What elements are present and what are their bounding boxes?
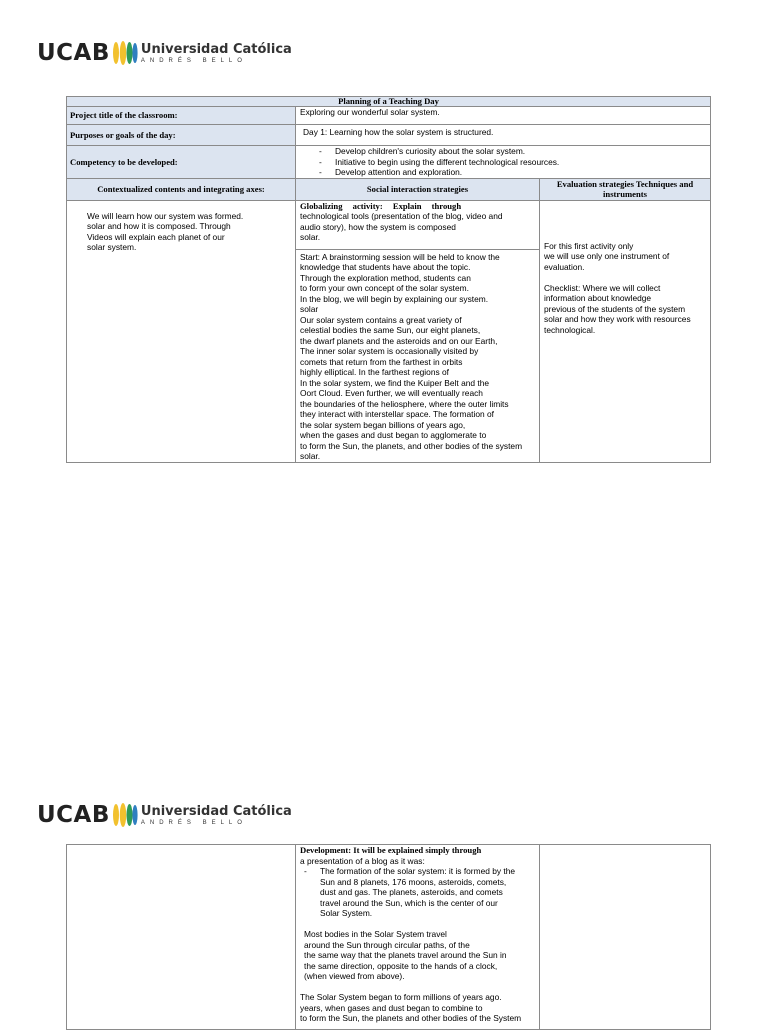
development-cell xyxy=(296,845,540,1030)
paragraph-line: (when viewed from above). xyxy=(304,971,405,981)
contents-header: Contextualized contents and integrating axes: xyxy=(67,178,296,200)
project-title-label: Project title of the classroom: xyxy=(67,107,296,125)
evaluation-line: previous of the students of the system xyxy=(544,303,686,314)
paragraph-line: around the Sun through circular paths, of the xyxy=(304,939,470,950)
evaluation-line: we will use only one instrument of xyxy=(544,251,670,261)
evaluation-line: technological. xyxy=(544,324,596,335)
paragraph-line: years, when gases and dust began to combine to xyxy=(300,1002,483,1013)
evaluation-line: For this first activity only xyxy=(544,240,634,251)
development-bullet xyxy=(300,866,536,919)
contents-line: solar system. xyxy=(87,242,137,252)
logo-wordmark: UCAB xyxy=(37,802,110,828)
paragraph-formation xyxy=(300,992,536,1024)
purposes-label: Purposes or goals of the day: xyxy=(67,125,296,146)
bullet-line: travel around the Sun, which is the center of our xyxy=(320,897,498,908)
start-line: Through the exploration method, students can xyxy=(300,272,471,283)
contents-line: Videos will explain each planet of our xyxy=(87,231,225,242)
evaluation-line: information about knowledge xyxy=(544,293,652,303)
project-title-value: Exploring our wonderful solar system. xyxy=(296,107,711,125)
bullet-line: Sun and 8 planets, 176 moons, asteroids, comets, xyxy=(320,876,507,887)
start-line: Start: A brainstorming session will be held to know the xyxy=(300,251,500,262)
logo-wordmark: UCAB xyxy=(37,40,110,66)
start-line: to form the Sun, the planets, and other bodies of the system xyxy=(300,440,523,451)
competency-item: - Develop attention and exploration. xyxy=(319,167,707,178)
logo-line2: ANDRÉS BELLO xyxy=(140,819,247,826)
evaluation-line: solar and how they work with resources xyxy=(544,314,691,324)
contents-cell xyxy=(67,200,296,462)
start-block xyxy=(296,250,539,462)
start-line: The inner solar system is occasionally visited by xyxy=(300,346,479,356)
bullet-line: dust and gas. The planets, asteroids, and comets xyxy=(320,887,503,897)
evaluation-spacer xyxy=(544,272,707,283)
bullet-line: Solar System. xyxy=(320,908,373,918)
paragraph-orbits xyxy=(300,929,536,982)
paragraph-line: the same direction, opposite to the hands of a clock, xyxy=(304,960,498,971)
logo-university-name xyxy=(141,43,292,64)
start-line: comets that return from the farthest in orbits xyxy=(300,356,463,367)
ucab-logo xyxy=(37,38,292,68)
logo-emblem-icon xyxy=(112,40,138,66)
logo-line2: ANDRÉS BELLO xyxy=(140,57,247,64)
start-line: Our solar system contains a great variety of xyxy=(300,314,462,325)
globalizing-line: technological tools (presentation of the blog, video and xyxy=(300,211,503,221)
competency-label: Competency to be developed: xyxy=(67,146,296,179)
ucab-logo-page2 xyxy=(37,800,292,830)
start-line: knowledge that students have about the topic. xyxy=(300,262,471,272)
teaching-day-table xyxy=(66,96,711,463)
social-strategies-cell xyxy=(296,200,540,462)
start-line: solar xyxy=(300,304,319,314)
development-table xyxy=(66,844,711,1030)
globalizing-block xyxy=(296,201,539,250)
purposes-value: Day 1: Learning how the solar system is structured. xyxy=(296,125,711,146)
start-line: the dwarf planets and the asteroids and on our Earth, xyxy=(300,335,498,346)
start-line: Oort Cloud. Even further, we will eventually reach xyxy=(300,388,483,398)
bullet-line: The formation of the solar system: it is formed by the xyxy=(320,866,516,876)
evaluation-cell-empty xyxy=(540,845,711,1030)
spacer xyxy=(300,982,536,993)
evaluation-line: evaluation. xyxy=(544,261,585,272)
globalizing-heading: Globalizing activity: Explain through xyxy=(300,200,462,211)
bullet-dash: - xyxy=(304,866,307,876)
globalizing-line: audio story), how the system is composed xyxy=(300,221,456,232)
start-line: celestial bodies the same Sun, our eight planets, xyxy=(300,325,481,335)
start-line: In the solar system, we find the Kuiper Belt and the xyxy=(300,377,490,388)
competency-list xyxy=(296,146,711,179)
logo-emblem-icon xyxy=(112,802,138,828)
logo-line1: Universidad Católica xyxy=(140,803,292,819)
evaluation-header: Evaluation strategies Techniques and instruments xyxy=(540,178,711,200)
development-intro: a presentation of a blog as it was: xyxy=(300,855,425,866)
paragraph-line: Most bodies in the Solar System travel xyxy=(304,929,447,939)
paragraph-line: the same way that the planets travel around the Sun in xyxy=(304,950,507,960)
competency-item: - Initiative to begin using the different technological resources. xyxy=(319,157,707,168)
evaluation-line: Checklist: Where we will collect xyxy=(544,282,661,293)
start-line: when the gases and dust began to agglomerate to xyxy=(300,430,487,440)
competency-item: - Develop children's curiosity about the solar system. xyxy=(319,146,707,157)
start-line: to form your own concept of the solar system. xyxy=(300,283,469,293)
logo-line1: Universidad Católica xyxy=(140,41,292,57)
start-line: the solar system began billions of years ago, xyxy=(300,419,466,430)
table-title: Planning of a Teaching Day xyxy=(67,97,711,107)
logo-university-name xyxy=(141,805,292,826)
evaluation-cell xyxy=(540,200,711,462)
start-line: they interact with interstellar space. The formation of xyxy=(300,409,494,419)
paragraph-line: to form the Sun, the planets and other bodies of the System xyxy=(300,1013,522,1023)
globalizing-line: solar. xyxy=(300,232,321,242)
start-line: highly elliptical. In the farthest regions of xyxy=(300,367,449,377)
contents-line: solar and how it is composed. Through xyxy=(87,221,231,231)
paragraph-line: The Solar System began to form millions of years ago. xyxy=(300,992,502,1002)
contents-line: We will learn how our system was formed. xyxy=(87,210,244,221)
start-line: solar. xyxy=(300,451,321,461)
social-strategies-header: Social interaction strategies xyxy=(296,178,540,200)
contents-cell-empty xyxy=(67,845,296,1030)
start-line: In the blog, we will begin by explaining our system. xyxy=(300,293,489,304)
spacer xyxy=(300,919,536,930)
development-heading: Development: It will be explained simply through xyxy=(300,845,482,855)
start-line: the boundaries of the heliosphere, where the outer limits xyxy=(300,398,509,409)
